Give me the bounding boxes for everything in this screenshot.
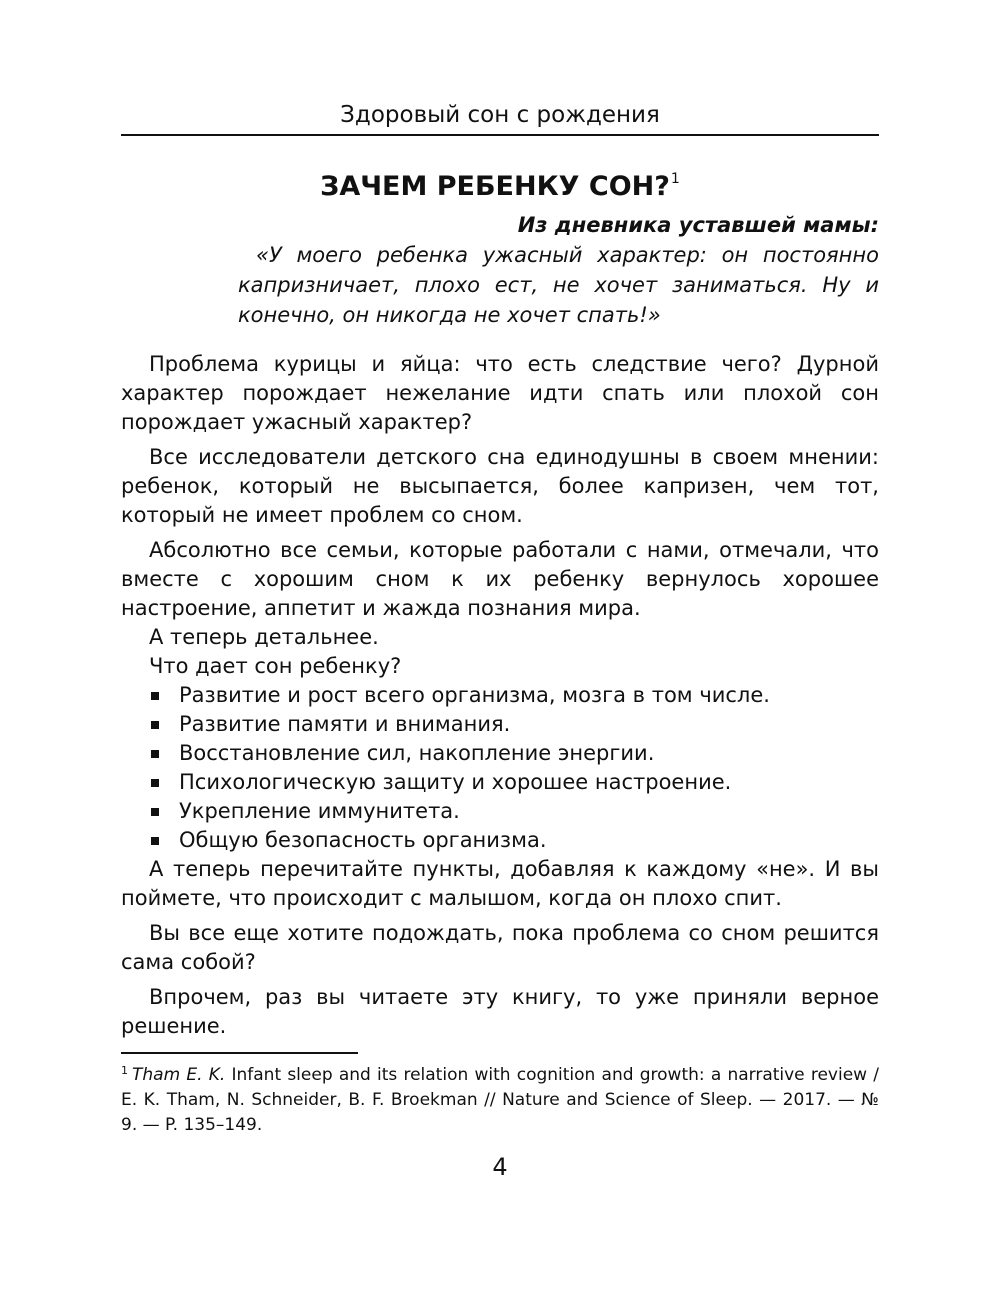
- footnote-text: Infant sleep and its relation with cognition and growth: a narrative review / E. K. Tham, N. Schneider, B. F. Broekman // Nature and Science of Sleep. — 2017. — № 9. — P. 135–149.: [121, 1065, 880, 1135]
- list-item-text: Психологическую защиту и хорошее настроение.: [179, 770, 732, 794]
- paragraph: Абсолютно все семьи, которые работали с нами, отмечали, что вместе с хорошим сном к их ребенку вернулось хорошее настроение, аппетит и жажда познания мира.: [121, 538, 879, 620]
- book-page: [121, 0, 879, 1294]
- paragraph: А теперь перечитайте пункты, добавляя к каждому «не». И вы поймете, что происходит с малышом, когда он плохо спит.: [121, 857, 879, 910]
- epigraph-quote: «У моего ребенка ужасный характер: он постоянно капризничает, плохо ест, не хочет заниматься. Ну и конечно, он никогда не хочет спать!»: [238, 243, 879, 327]
- page-number: 4: [492, 1153, 508, 1181]
- square-bullet-icon: [151, 692, 159, 700]
- paragraph: Проблема курицы и яйца: что есть следствие чего? Дурной характер порождает нежелание идти спать или плохой сон порождает ужасный характер?: [121, 352, 879, 434]
- square-bullet-icon: [151, 750, 159, 758]
- paragraph: А теперь детальнее.: [149, 625, 379, 649]
- paragraph: Что дает сон ребенку?: [149, 654, 402, 678]
- paragraph: Впрочем, раз вы читаете эту книгу, то уже приняли верное решение.: [121, 985, 879, 1038]
- square-bullet-icon: [151, 779, 159, 787]
- footnote-reference[interactable]: 1: [670, 171, 680, 187]
- header-divider: [121, 134, 879, 136]
- body-text: [121, 350, 879, 1041]
- footnote: [121, 1058, 879, 1138]
- paragraph: Все исследователи детского сна единодушны в своем мнении: ребенок, который не высыпается, более капризен, чем тот, который не имеет проблем со сном.: [121, 445, 879, 527]
- list-item-text: Восстановление сил, накопление энергии.: [179, 741, 655, 765]
- list-item: [121, 826, 879, 855]
- chapter-title: [121, 159, 879, 207]
- chapter-title-text: ЗАЧЕМ РЕБЕНКУ СОН?: [320, 171, 670, 202]
- footnote-divider: [121, 1052, 358, 1054]
- list-item: [121, 768, 879, 797]
- list-item-text: Укрепление иммунитета.: [179, 799, 460, 823]
- square-bullet-icon: [151, 808, 159, 816]
- epigraph-source: Из дневника уставшей мамы:: [517, 213, 879, 237]
- square-bullet-icon: [151, 837, 159, 845]
- list-item: [121, 681, 879, 710]
- footnote-marker: 1: [121, 1064, 128, 1077]
- list-item: [121, 739, 879, 768]
- list-item-text: Развитие и рост всего организма, мозга в том числе.: [179, 683, 770, 707]
- benefits-list: [121, 681, 879, 855]
- list-item-text: Развитие памяти и внимания.: [179, 712, 511, 736]
- footnote-author: Tham E. K.: [132, 1065, 226, 1085]
- epigraph: [238, 210, 879, 330]
- running-header: Здоровый сон с рождения: [340, 102, 660, 128]
- list-item: [121, 797, 879, 826]
- list-item-text: Общую безопасность организма.: [179, 828, 547, 852]
- list-item: [121, 710, 879, 739]
- paragraph: Вы все еще хотите подождать, пока проблема со сном решится сама собой?: [121, 921, 879, 974]
- square-bullet-icon: [151, 721, 159, 729]
